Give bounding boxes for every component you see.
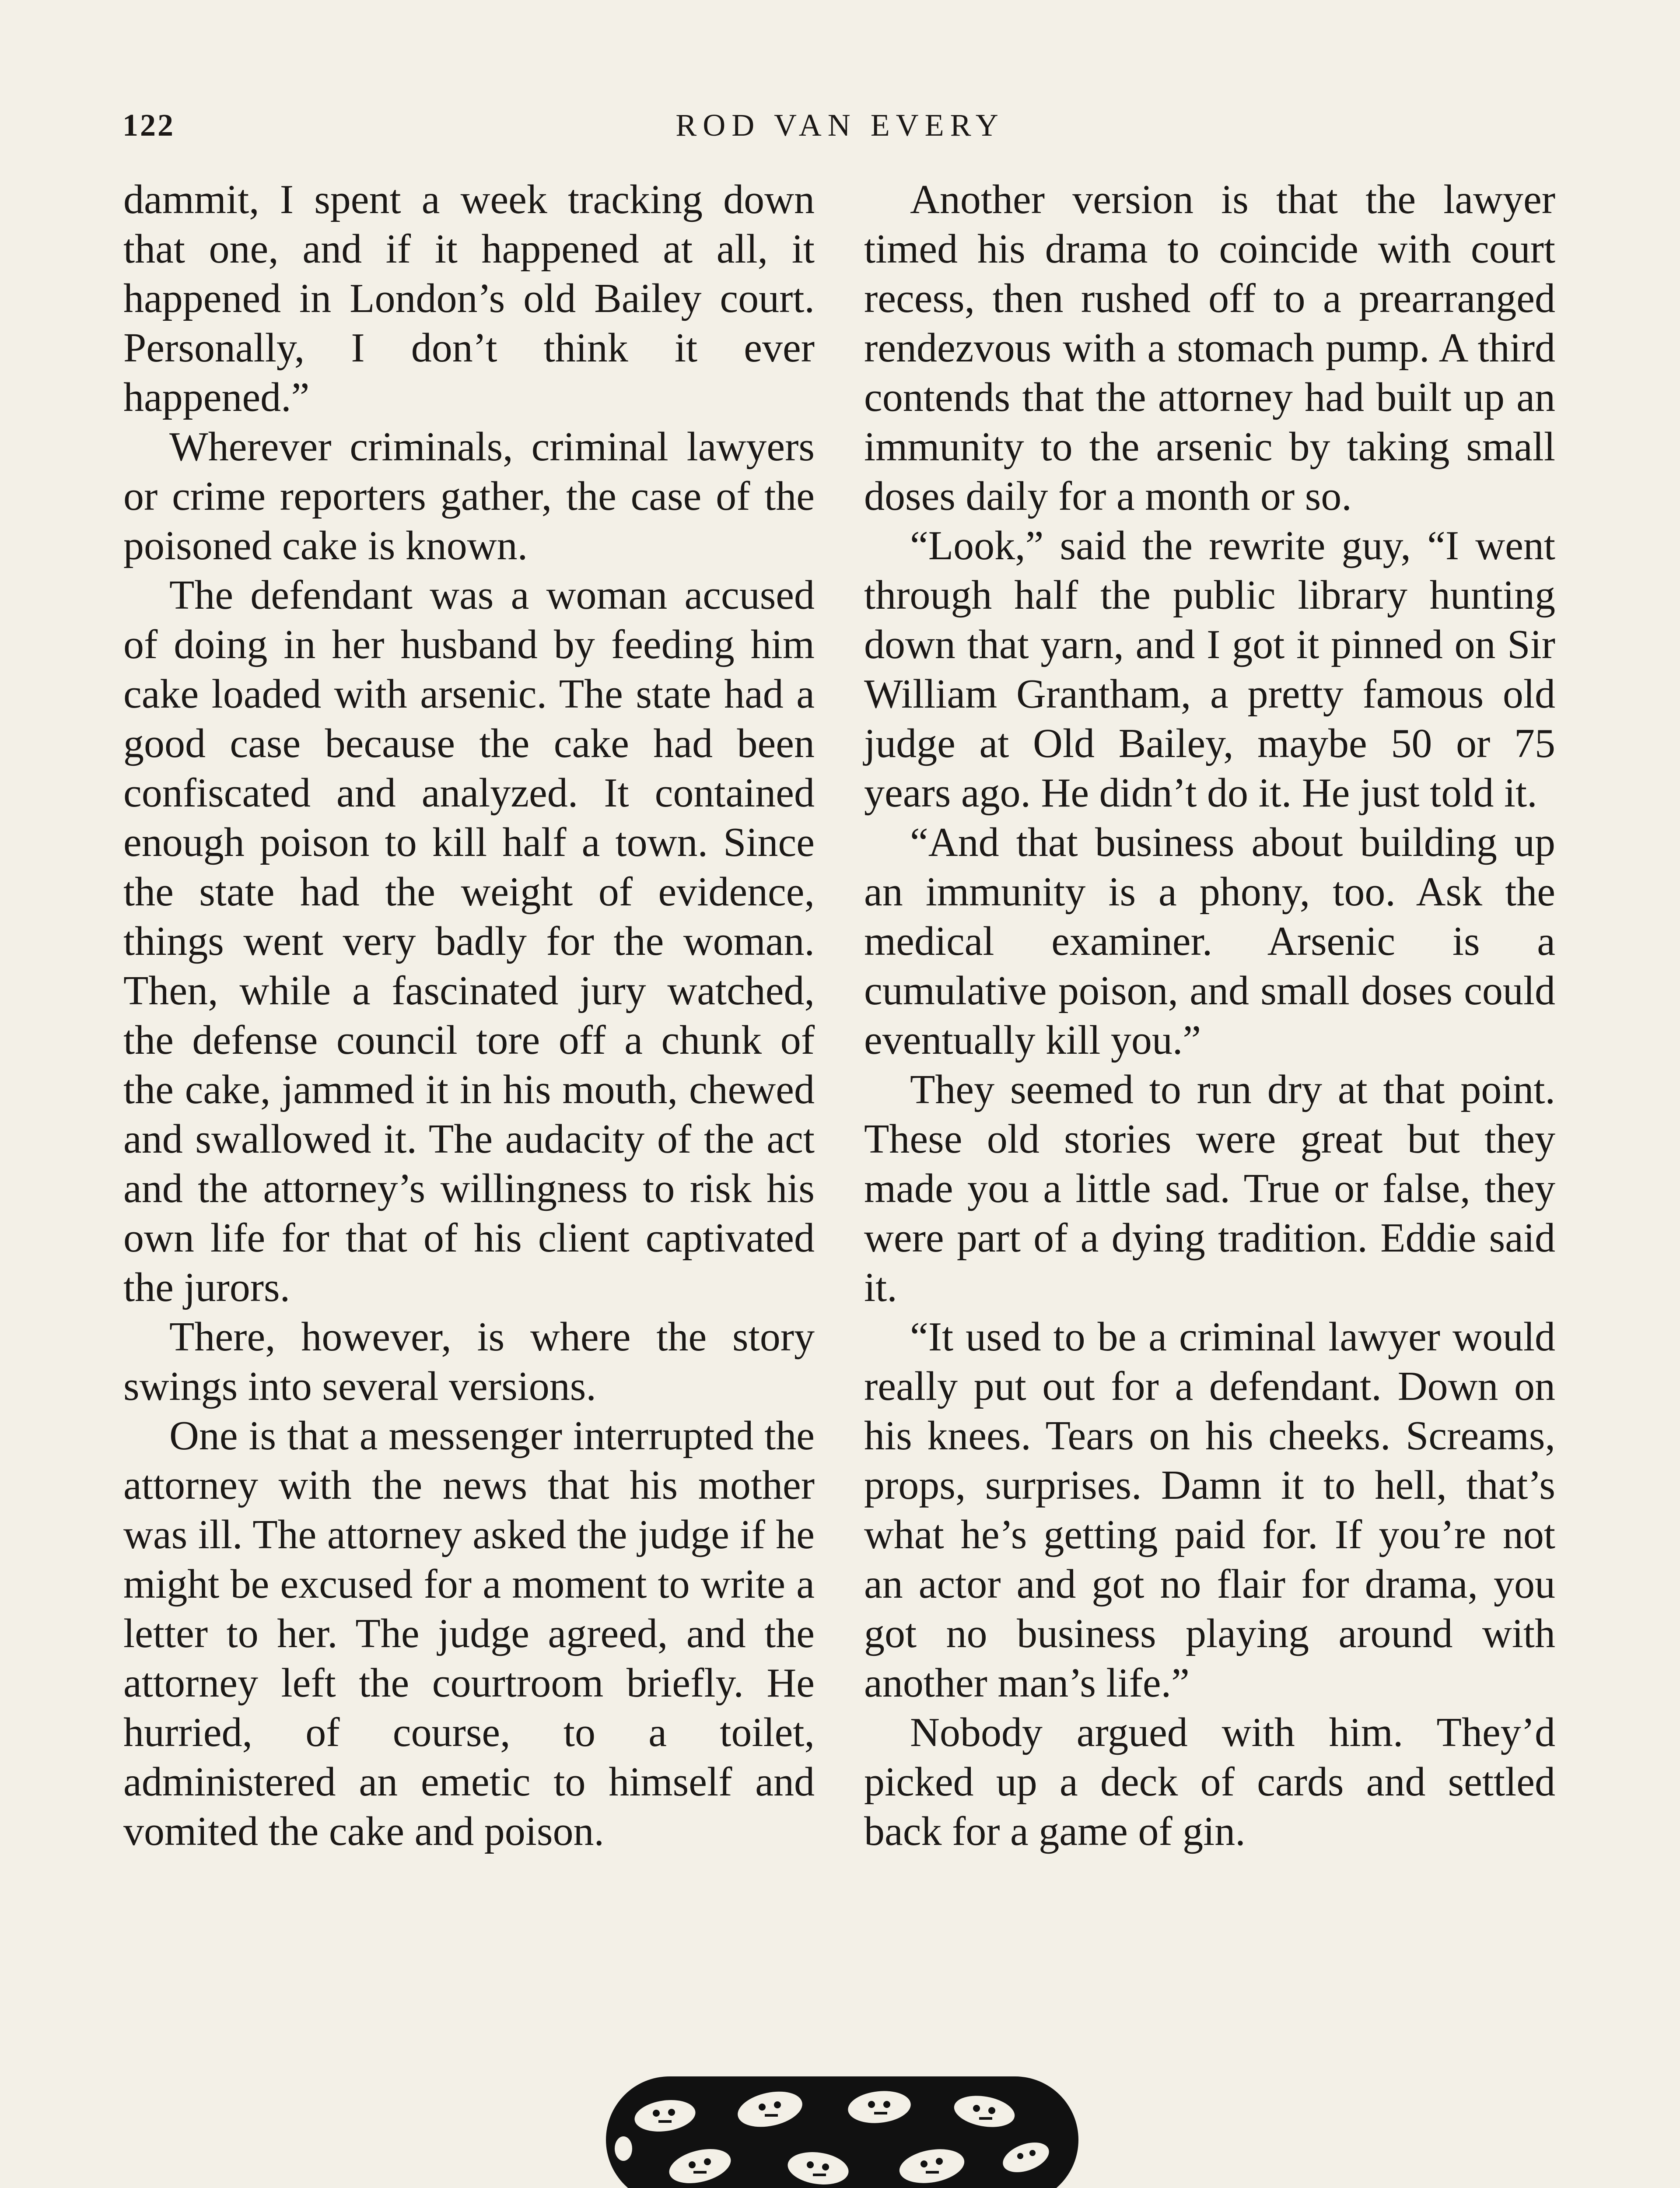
running-title: ROD VAN EVERY: [676, 108, 1004, 143]
paragraph: One is that a messenger interrupted the attorney with the news that his mother was ill. The attorney asked the judge if he might be excused for a moment to write a letter to her. The judge agreed, and the attorney left the courtroom briefly. He hurried, of course, to a toilet, administered an emetic to himself and vomited the cake and poison.: [123, 1413, 815, 1854]
paragraph: dammit, I spent a week tracking down that one, and if it happened at all, it happened in London’s old Bailey court. Personally, I don’t think it ever happened.”: [123, 177, 815, 420]
paragraph: “And that business about building up an immunity is a phony, too. Ask the medical examiner. Arsenic is a cumulative poison, and small doses could eventually kill you.”: [864, 820, 1555, 1063]
page-number: 122: [122, 108, 175, 143]
paragraph: “It used to be a criminal lawyer would really put out for a defendant. Down on his knees. Tears on his cheeks. Screams, props, surprises. Damn it to hell, that’s what he’s getting paid for. If you’re not an actor and got no flair for drama, you got no business playing around with another man’s life.”: [864, 1314, 1555, 1706]
paragraph: Another version is that the lawyer timed his drama to coincide with court recess, then rushed off to a prearranged rendezvous with a stomach pump. A third contends that the attorney had built up an immunity to the arsenic by taking small doses daily for a month or so.: [864, 177, 1555, 519]
faces-in-oval-ornament-icon: [599, 2068, 1085, 2188]
paragraph: They seemed to run dry at that point. These old stories were great but they made you a little sad. True or false, they were part of a dying tradition. Eddie said it.: [864, 1067, 1555, 1310]
paragraph: Wherever criminals, criminal lawyers or crime reporters gather, the case of the poisoned cake is known.: [123, 424, 815, 568]
running-head: [122, 98, 1558, 151]
right-column: [864, 175, 1555, 2035]
paragraph: The defendant was a woman accused of doing in her husband by feeding him cake loaded with arsenic. The state had a good case because the cake had been confiscated and analyzed. It contained enough poison to kill half a town. Since the state had the weight of evidence, things went very badly for the woman. Then, while a fascinated jury watched, the defense council tore off a chunk of the cake, jammed it in his mouth, chewed and swallowed it. The audacity of the act and the attorney’s willingness to risk his own life for that of his client captivated the jurors.: [123, 572, 815, 1310]
paragraph: “Look,” said the rewrite guy, “I went through half the public library hunting down that yarn, and I got it pinned on Sir William Grantham, a pretty famous old judge at Old Bailey, maybe 50 or 75 years ago. He didn’t do it. He just told it.: [864, 523, 1555, 816]
left-column: [123, 175, 815, 2035]
paragraph: There, however, is where the story swings into several versions.: [123, 1314, 815, 1409]
paragraph: Nobody argued with him. They’d picked up a deck of cards and settled back for a game of gin.: [864, 1710, 1555, 1854]
